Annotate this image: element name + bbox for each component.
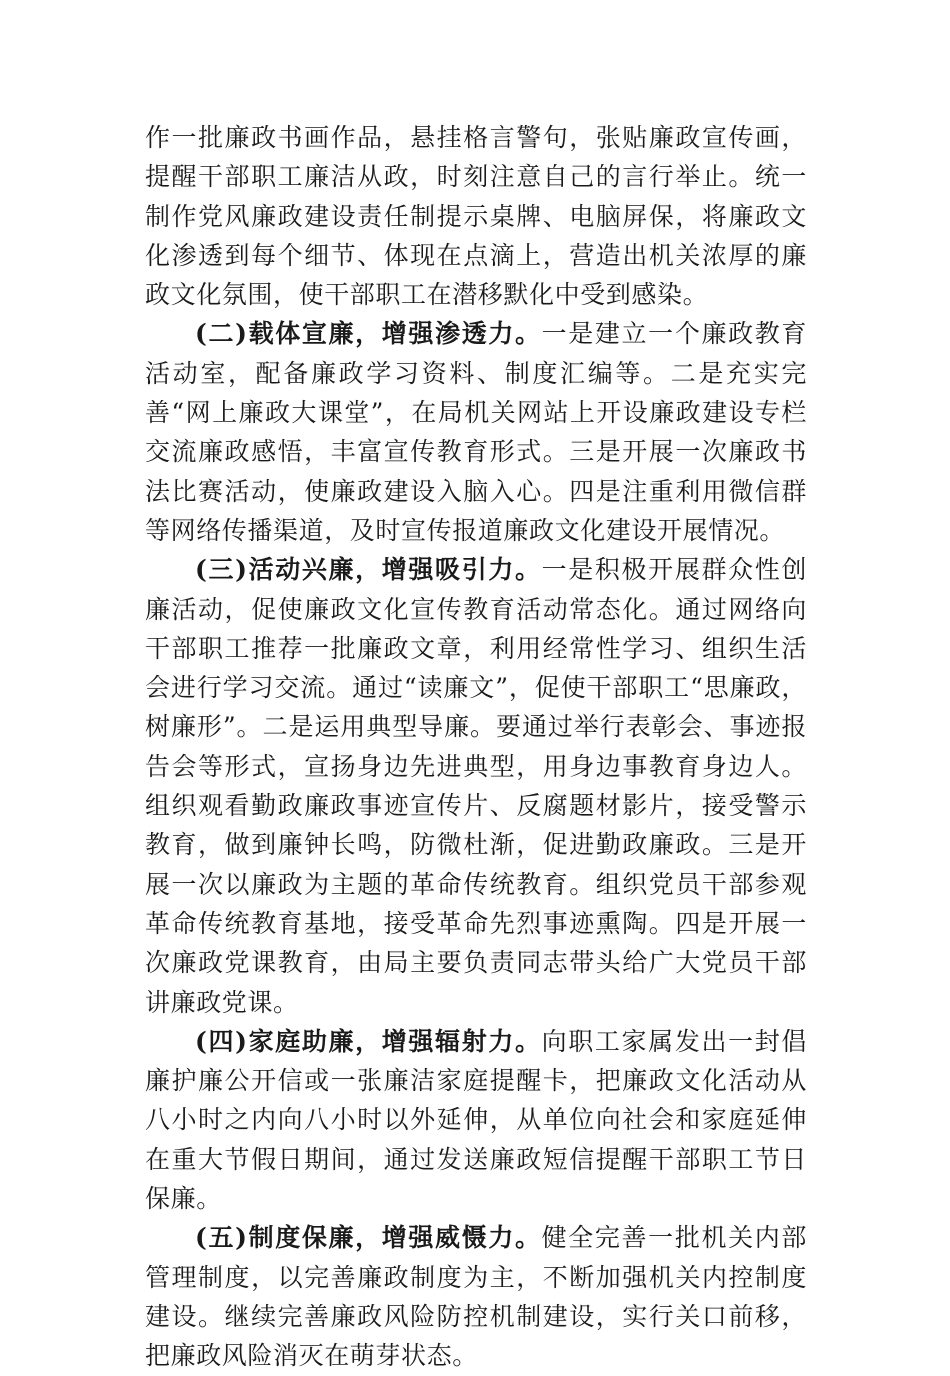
paragraph-body: 一是积极开展群众性创廉活动，促使廉政文化宣传教育活动常态化。通过网络向干部职工推荐一批廉政文章，利用经常性学习、组织生活会进行学习交流。通过“读廉文”，促使干部职工“思廉政，树廉形”。二是运用典型导廉。要通过举行表彰会、事迹报告会等形式，宣扬身边先进典型，用身边事教育身边人。组织观看勤政廉政事迹宣传片、反腐题材影片，接受警示教育，做到廉钟长鸣，防微杜渐，促进勤政廉政。三是开展一次以廉政为主题的革命传统教育。组织党员干部参观革命传统教育基地，接受革命先烈事迹熏陶。四是开展一次廉政党课教育，由局主要负责同志带头给广大党员干部讲廉政党课。	[145, 555, 807, 1017]
paragraph-body: 一是建立一个廉政教育活动室，配备廉政学习资料、制度汇编等。二是充实完善“网上廉政大课堂”，在局机关网站上开设廉政建设专栏交流廉政感悟，丰富宣传教育形式。三是开展一次廉政书法比赛活动，使廉政建设入脑入心。四是注重利用微信群等网络传播渠道，及时宣传报道廉政文化建设开展情况。	[145, 319, 807, 545]
paragraph-body: 向职工家属发出一封倡廉护廉公开信或一张廉洁家庭提醒卡，把廉政文化活动从八小时之内向八小时以外延伸，从单位向社会和家庭延伸在重大节假日期间，通过发送廉政短信提醒干部职工节日保廉。	[145, 1026, 807, 1214]
paragraph-body: 作一批廉政书画作品，悬挂格言警句，张贴廉政宣传画，提醒干部职工廉洁从政，时刻注意自己的言行举止。统一制作党风廉政建设责任制提示桌牌、电脑屏保，将廉政文化渗透到每个细节、体现在点滴上，营造出机关浓厚的廉政文化氛围，使干部职工在潜移默化中受到感染。	[145, 123, 807, 310]
paragraph-heading: (二)载体宣廉，增强渗透力。	[195, 319, 542, 349]
document-page	[145, 118, 807, 1376]
paragraph-system	[145, 1218, 807, 1375]
paragraph-heading: (三)活动兴廉，增强吸引力。	[195, 555, 542, 585]
paragraph-carrier	[145, 314, 807, 550]
paragraph-heading: (五)制度保廉，增强威慑力。	[195, 1223, 542, 1253]
paragraph-family	[145, 1022, 807, 1218]
paragraph-activity	[145, 550, 807, 1022]
paragraph-heading: (四)家庭助廉，增强辐射力。	[195, 1026, 542, 1056]
paragraph-continuation	[145, 118, 807, 314]
paragraph-body: 健全完善一批机关内部管理制度，以完善廉政制度为主，不断加强机关内控制度建设。继续完善廉政风险防控机制建设，实行关口前移，把廉政风险消灭在萌芽状态。	[145, 1223, 807, 1371]
